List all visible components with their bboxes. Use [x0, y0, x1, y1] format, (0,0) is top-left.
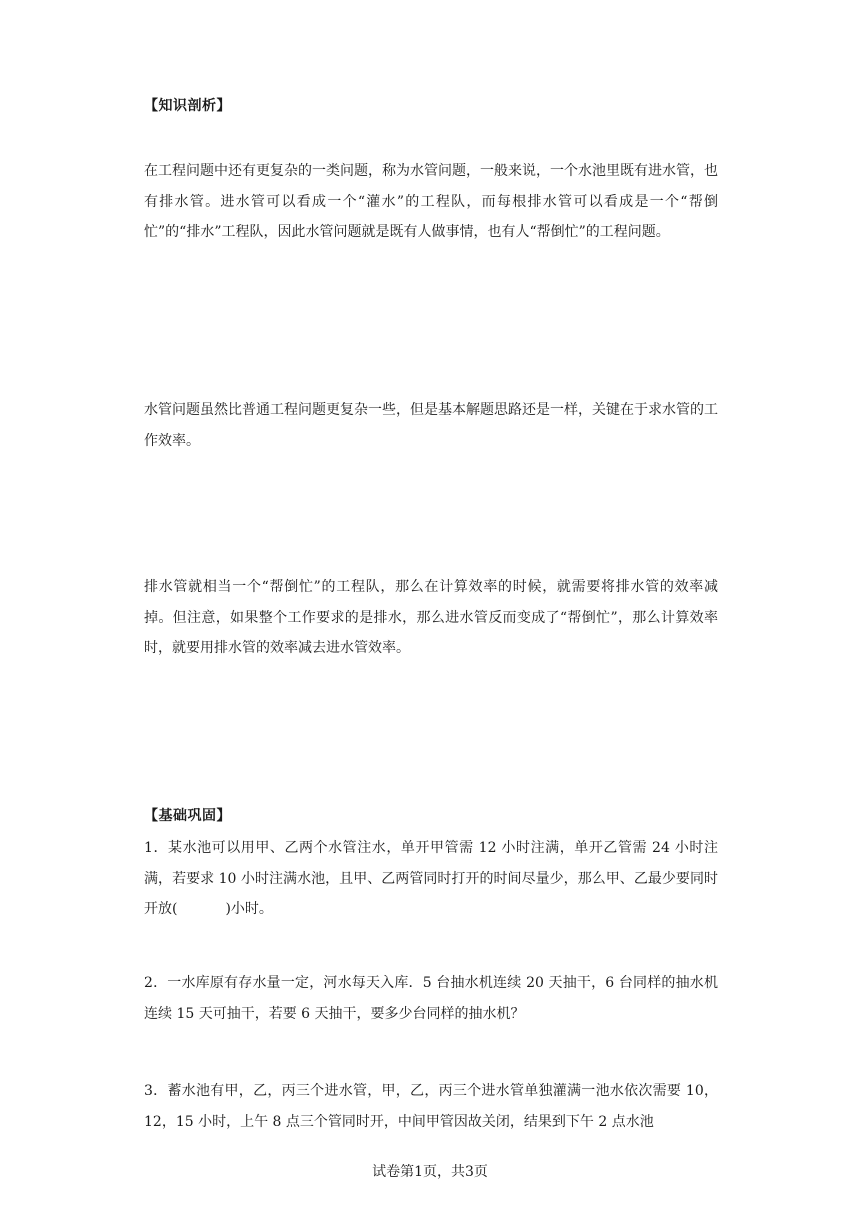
- section-heading-basics: 【基础巩固】: [144, 808, 231, 824]
- paragraph-1: 在工程问题中还有更复杂的一类问题，称为水管问题，一般来说，一个水池里既有进水管，也有排水管。进水管可以看成一个“灌水”的工程队，而每根排水管可以看成是一个“帮倒忙”的“排水”工程队，因此水管问题就是既有人做事情，也有人“帮倒忙”的工程问题。: [144, 163, 718, 240]
- section-heading-knowledge: 【知识剖析】: [144, 98, 231, 114]
- question-3: 3．蓄水池有甲，乙，丙三个进水管，甲，乙，丙三个进水管单独灌满一池水依次需要 10，12，15 小时，上午 8 点三个管同时开，中间甲管因故关闭，结果到下午 2 点水池: [144, 1083, 718, 1130]
- question-1-suffix: )小时。: [225, 901, 273, 917]
- page-footer: 试卷第1页，共3页: [372, 1164, 488, 1180]
- paragraph-3: 排水管就相当一个“帮倒忙”的工程队，那么在计算效率的时候，就需要将排水管的效率减掉。但注意，如果整个工作要求的是排水，那么进水管反而变成了“帮倒忙”，那么计算效率时，就要用排水管的效率减去进水管效率。: [144, 579, 718, 656]
- question-1-text: 1．某水池可以用甲、乙两个水管注水，单开甲管需 12 小时注满，单开乙管需 24 小时注满，若要求 10 小时注满水池，且甲、乙两管同时打开的时间尽量少，那么甲、乙最少要同时开放(: [144, 840, 718, 917]
- question-2: 2．一水库原有存水量一定，河水每天入库．5 台抽水机连续 20 天抽干，6 台同样的抽水机连续 15 天可抽干，若要 6 天抽干，要多少台同样的抽水机？: [144, 975, 718, 1022]
- paragraph-2: 水管问题虽然比普通工程问题更复杂一些，但是基本解题思路还是一样，关键在于求水管的工作效率。: [144, 402, 718, 449]
- question-1: [144, 833, 718, 925]
